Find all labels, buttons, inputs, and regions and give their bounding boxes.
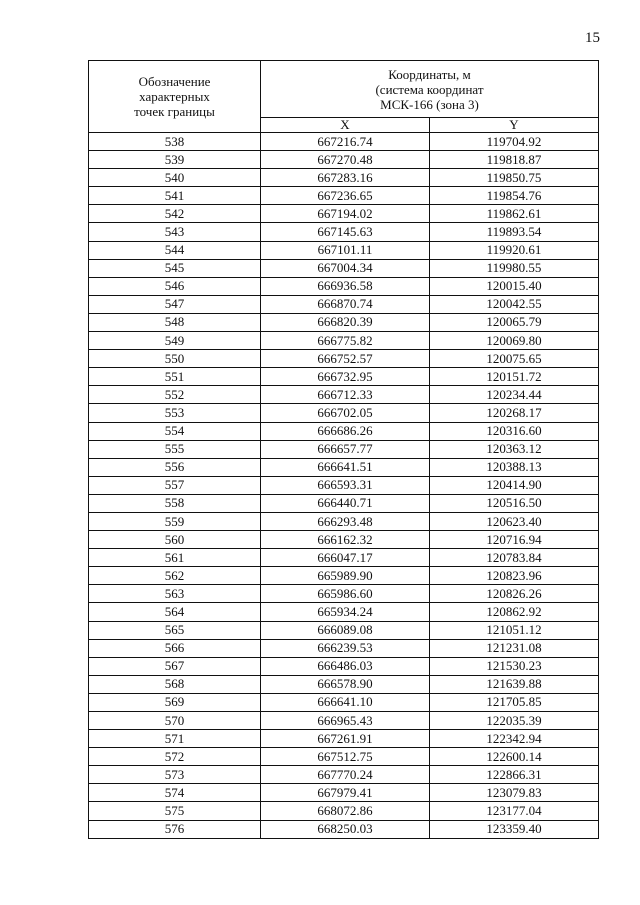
- cell-y: 120862.92: [430, 603, 599, 621]
- cell-point: 571: [89, 730, 261, 748]
- cell-point: 561: [89, 549, 261, 567]
- header-point-designation: [89, 61, 261, 133]
- table-row: [89, 784, 599, 802]
- table-row: [89, 657, 599, 675]
- cell-y: 122866.31: [430, 766, 599, 784]
- page-number: 15: [585, 30, 600, 46]
- cell-x: 667216.74: [261, 133, 430, 151]
- table-row: [89, 621, 599, 639]
- cell-point: 557: [89, 476, 261, 494]
- cell-x: 666820.39: [261, 313, 430, 331]
- cell-y: 120069.80: [430, 332, 599, 350]
- cell-y: 120015.40: [430, 277, 599, 295]
- cell-y: 121530.23: [430, 657, 599, 675]
- cell-x: 666686.26: [261, 422, 430, 440]
- cell-point: 574: [89, 784, 261, 802]
- cell-point: 568: [89, 675, 261, 693]
- cell-y: 123359.40: [430, 820, 599, 838]
- table-row: [89, 748, 599, 766]
- cell-point: 576: [89, 820, 261, 838]
- cell-y: 120388.13: [430, 458, 599, 476]
- cell-y: 122035.39: [430, 712, 599, 730]
- cell-y: 120623.40: [430, 512, 599, 530]
- table-row: [89, 169, 599, 187]
- table-row: [89, 259, 599, 277]
- table-row: [89, 585, 599, 603]
- cell-y: 122600.14: [430, 748, 599, 766]
- table-row: [89, 332, 599, 350]
- table-row: [89, 295, 599, 313]
- cell-y: 122342.94: [430, 730, 599, 748]
- cell-point: 550: [89, 350, 261, 368]
- cell-x: 666293.48: [261, 512, 430, 530]
- cell-point: 548: [89, 313, 261, 331]
- cell-y: 120042.55: [430, 295, 599, 313]
- cell-point: 552: [89, 386, 261, 404]
- cell-point: 562: [89, 567, 261, 585]
- cell-x: 667270.48: [261, 151, 430, 169]
- cell-y: 120065.79: [430, 313, 599, 331]
- cell-x: 666593.31: [261, 476, 430, 494]
- coordinates-table: [88, 60, 599, 839]
- cell-x: 667979.41: [261, 784, 430, 802]
- table-body: [89, 133, 599, 839]
- cell-x: 667101.11: [261, 241, 430, 259]
- cell-y: 120363.12: [430, 440, 599, 458]
- cell-point: 541: [89, 187, 261, 205]
- cell-y: 119920.61: [430, 241, 599, 259]
- cell-x: 666162.32: [261, 531, 430, 549]
- cell-point: 538: [89, 133, 261, 151]
- cell-x: 668250.03: [261, 820, 430, 838]
- cell-x: 666870.74: [261, 295, 430, 313]
- table-row: [89, 712, 599, 730]
- cell-point: 554: [89, 422, 261, 440]
- cell-y: 120151.72: [430, 368, 599, 386]
- header-coordinates-label: Координаты, м (система координат МСК-166 (зона 3): [375, 66, 484, 112]
- cell-x: 665989.90: [261, 567, 430, 585]
- cell-y: 119850.75: [430, 169, 599, 187]
- table-row: [89, 386, 599, 404]
- cell-point: 540: [89, 169, 261, 187]
- cell-x: 667283.16: [261, 169, 430, 187]
- cell-y: 120075.65: [430, 350, 599, 368]
- cell-y: 120826.26: [430, 585, 599, 603]
- cell-x: 666712.33: [261, 386, 430, 404]
- cell-point: 564: [89, 603, 261, 621]
- cell-y: 121639.88: [430, 675, 599, 693]
- cell-y: 119854.76: [430, 187, 599, 205]
- table-row: [89, 458, 599, 476]
- cell-point: 559: [89, 512, 261, 530]
- table-row: [89, 567, 599, 585]
- header-point-label: Обозначение характерных точек границы: [134, 74, 215, 119]
- cell-x: 666641.10: [261, 693, 430, 711]
- cell-y: 121051.12: [430, 621, 599, 639]
- table-row: [89, 133, 599, 151]
- cell-point: 549: [89, 332, 261, 350]
- cell-y: 119893.54: [430, 223, 599, 241]
- header-y: Y: [430, 118, 599, 133]
- table-row: [89, 313, 599, 331]
- cell-point: 543: [89, 223, 261, 241]
- cell-point: 542: [89, 205, 261, 223]
- cell-y: 120268.17: [430, 404, 599, 422]
- table-row: [89, 241, 599, 259]
- table-row: [89, 603, 599, 621]
- table-row: [89, 476, 599, 494]
- table-row: [89, 549, 599, 567]
- table-row: [89, 440, 599, 458]
- cell-y: 120316.60: [430, 422, 599, 440]
- cell-y: 119862.61: [430, 205, 599, 223]
- header-coordinates: [261, 61, 599, 118]
- cell-y: 119818.87: [430, 151, 599, 169]
- cell-y: 120516.50: [430, 494, 599, 512]
- cell-x: 666089.08: [261, 621, 430, 639]
- table-row: [89, 766, 599, 784]
- cell-point: 573: [89, 766, 261, 784]
- cell-point: 563: [89, 585, 261, 603]
- cell-x: 667770.24: [261, 766, 430, 784]
- cell-point: 560: [89, 531, 261, 549]
- cell-point: 565: [89, 621, 261, 639]
- table-row: [89, 730, 599, 748]
- cell-x: 666440.71: [261, 494, 430, 512]
- cell-point: 545: [89, 259, 261, 277]
- table-row: [89, 404, 599, 422]
- cell-point: 539: [89, 151, 261, 169]
- cell-x: 666239.53: [261, 639, 430, 657]
- cell-x: 666936.58: [261, 277, 430, 295]
- table-row: [89, 693, 599, 711]
- cell-point: 546: [89, 277, 261, 295]
- cell-point: 572: [89, 748, 261, 766]
- table-row: [89, 223, 599, 241]
- table-row: [89, 802, 599, 820]
- cell-x: 667004.34: [261, 259, 430, 277]
- cell-x: 667236.65: [261, 187, 430, 205]
- cell-y: 119704.92: [430, 133, 599, 151]
- table-row: [89, 494, 599, 512]
- table-row: [89, 151, 599, 169]
- cell-x: 665986.60: [261, 585, 430, 603]
- cell-y: 123079.83: [430, 784, 599, 802]
- cell-point: 575: [89, 802, 261, 820]
- cell-point: 547: [89, 295, 261, 313]
- table-row: [89, 422, 599, 440]
- cell-point: 570: [89, 712, 261, 730]
- cell-y: 120716.94: [430, 531, 599, 549]
- cell-y: 121705.85: [430, 693, 599, 711]
- cell-point: 569: [89, 693, 261, 711]
- table-row: [89, 205, 599, 223]
- cell-point: 567: [89, 657, 261, 675]
- table-row: [89, 675, 599, 693]
- cell-y: 123177.04: [430, 802, 599, 820]
- cell-point: 544: [89, 241, 261, 259]
- table-row: [89, 187, 599, 205]
- cell-point: 566: [89, 639, 261, 657]
- table-row: [89, 531, 599, 549]
- cell-x: 666641.51: [261, 458, 430, 476]
- cell-x: 666578.90: [261, 675, 430, 693]
- table-row: [89, 277, 599, 295]
- table-row: [89, 820, 599, 838]
- cell-point: 555: [89, 440, 261, 458]
- table-row: [89, 368, 599, 386]
- cell-x: 666657.77: [261, 440, 430, 458]
- cell-y: 120783.84: [430, 549, 599, 567]
- cell-x: 666702.05: [261, 404, 430, 422]
- table-row: [89, 512, 599, 530]
- cell-point: 553: [89, 404, 261, 422]
- cell-point: 551: [89, 368, 261, 386]
- cell-y: 120234.44: [430, 386, 599, 404]
- table-row: [89, 350, 599, 368]
- cell-x: 667145.63: [261, 223, 430, 241]
- cell-x: 666047.17: [261, 549, 430, 567]
- cell-x: 666486.03: [261, 657, 430, 675]
- cell-x: 666965.43: [261, 712, 430, 730]
- cell-x: 666732.95: [261, 368, 430, 386]
- cell-x: 665934.24: [261, 603, 430, 621]
- cell-x: 666752.57: [261, 350, 430, 368]
- cell-x: 666775.82: [261, 332, 430, 350]
- cell-point: 556: [89, 458, 261, 476]
- cell-y: 120414.90: [430, 476, 599, 494]
- cell-y: 119980.55: [430, 259, 599, 277]
- cell-x: 667194.02: [261, 205, 430, 223]
- cell-point: 558: [89, 494, 261, 512]
- cell-x: 667512.75: [261, 748, 430, 766]
- cell-x: 668072.86: [261, 802, 430, 820]
- table-row: [89, 639, 599, 657]
- cell-y: 121231.08: [430, 639, 599, 657]
- cell-y: 120823.96: [430, 567, 599, 585]
- cell-x: 667261.91: [261, 730, 430, 748]
- header-x: X: [261, 118, 430, 133]
